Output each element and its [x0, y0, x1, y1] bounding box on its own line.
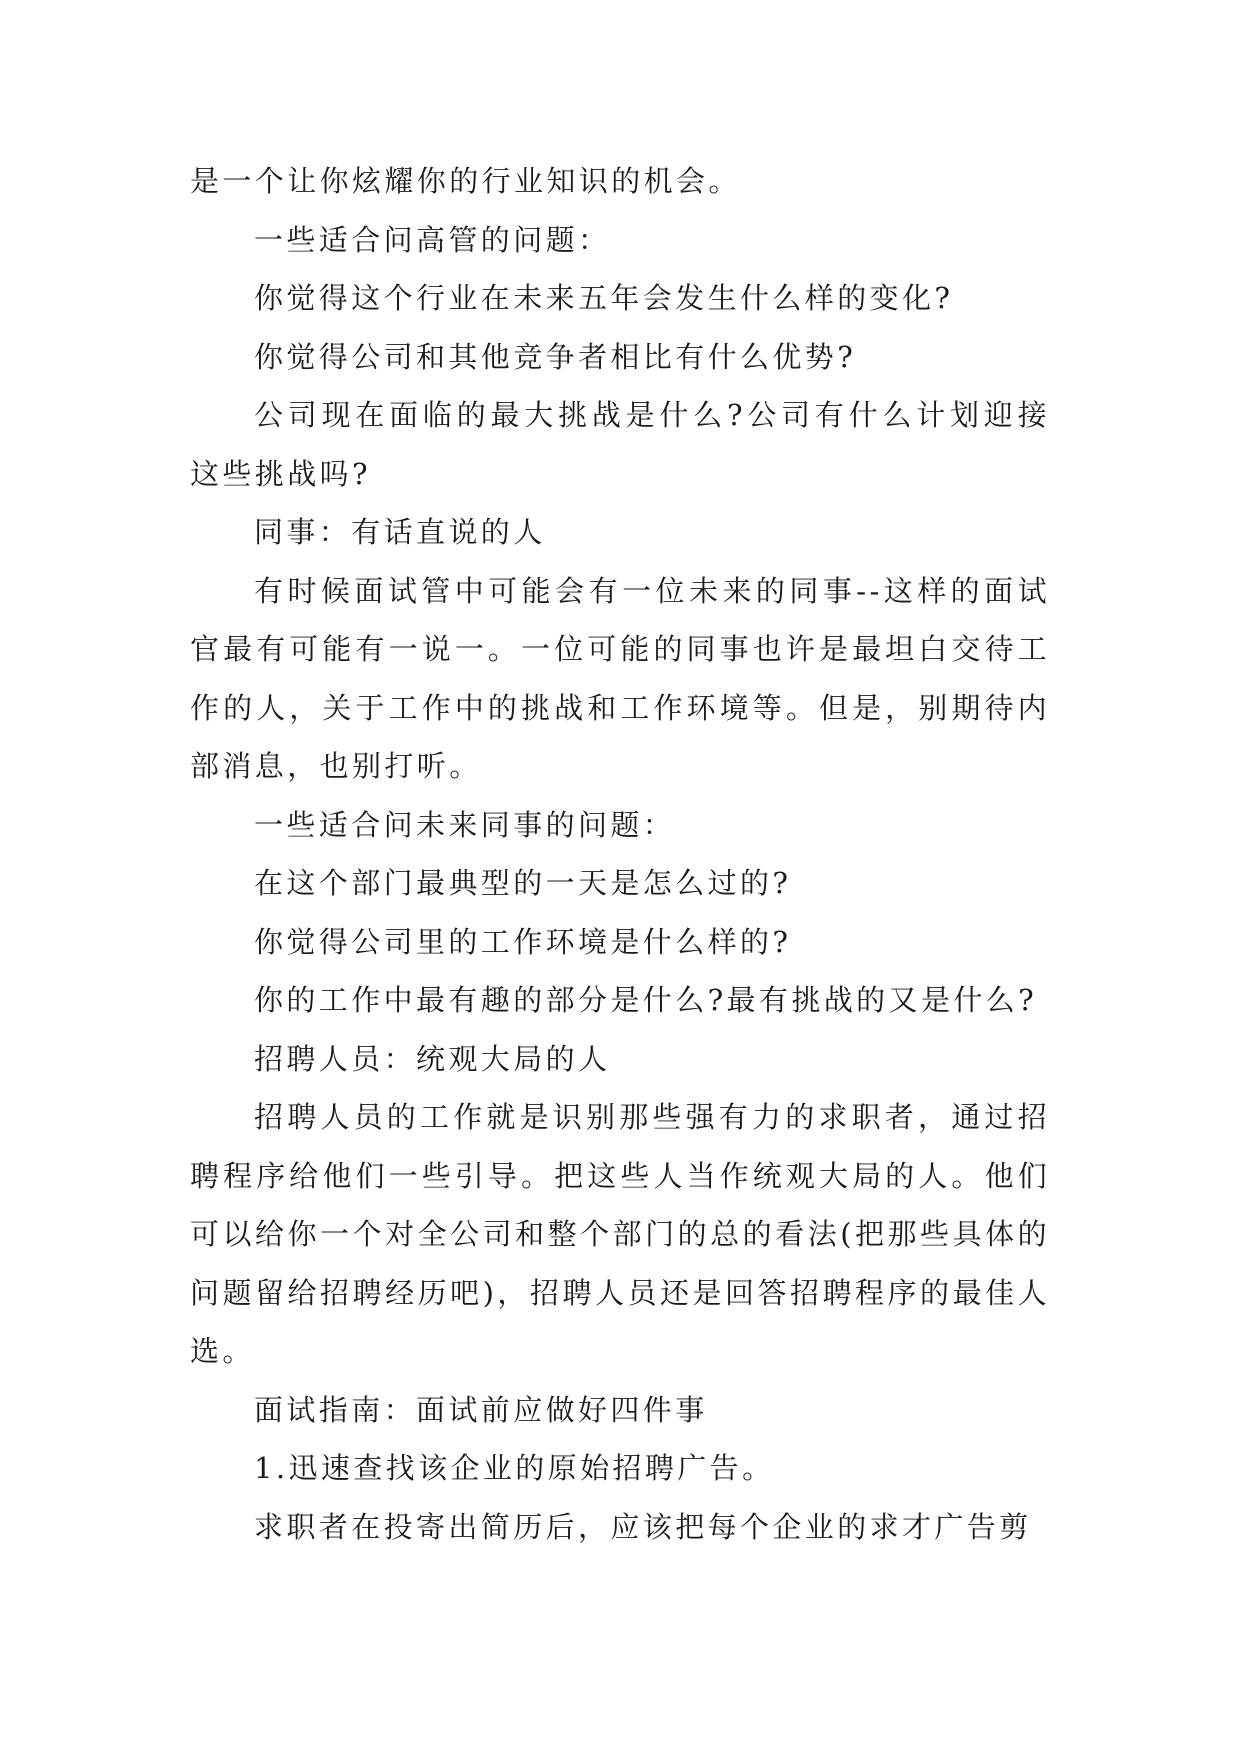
paragraph: 你觉得这个行业在未来五年会发生什么样的变化? — [254, 281, 954, 315]
section-heading: 面试指南：面试前应做好四件事 — [254, 1392, 708, 1427]
paragraph: 你的工作中最有趣的部分是什么?最有挑战的又是什么? — [254, 983, 1038, 1017]
section-heading: 同事：有话直说的人 — [254, 515, 546, 549]
paragraph: 你觉得公司里的工作环境是什么样的? — [254, 924, 792, 959]
paragraph: 你觉得公司和其他竞争者相比有什么优势? — [254, 339, 857, 374]
paragraph: 招聘人员的工作就是识别那些强有力的求职者，通过招聘程序给他们一些引导。把这些人当作统观大局的人。他们可以给你一个对全公司和整个部门的总的看法(把那些具体的问题留给招聘经历吧)，招聘人员还是回答招聘程序的最佳人选。 — [190, 1100, 1050, 1368]
list-item: 1.迅速查找该企业的原始招聘广告。 — [254, 1451, 775, 1485]
paragraph: 公司现在面临的最大挑战是什么?公司有什么计划迎接这些挑战吗? — [190, 398, 1050, 491]
paragraph: 一些适合问未来同事的问题： — [254, 807, 676, 842]
paragraph: 一些适合问高管的问题： — [254, 222, 611, 257]
document-body — [190, 152, 1050, 1556]
section-heading: 招聘人员：统观大局的人 — [254, 1041, 611, 1076]
paragraph: 有时候面试管中可能会有一位未来的同事--这样的面试官最有可能有一说一。一位可能的同事也许是最坦白交待工作的人，关于工作中的挑战和工作环境等。但是，别期待内部消息，也别打听。 — [190, 573, 1050, 783]
paragraph: 是一个让你炫耀你的行业知识的机会。 — [190, 164, 741, 198]
paragraph: 在这个部门最典型的一天是怎么过的? — [254, 866, 792, 900]
paragraph: 求职者在投寄出简历后，应该把每个企业的求才广告剪 — [254, 1509, 1032, 1544]
